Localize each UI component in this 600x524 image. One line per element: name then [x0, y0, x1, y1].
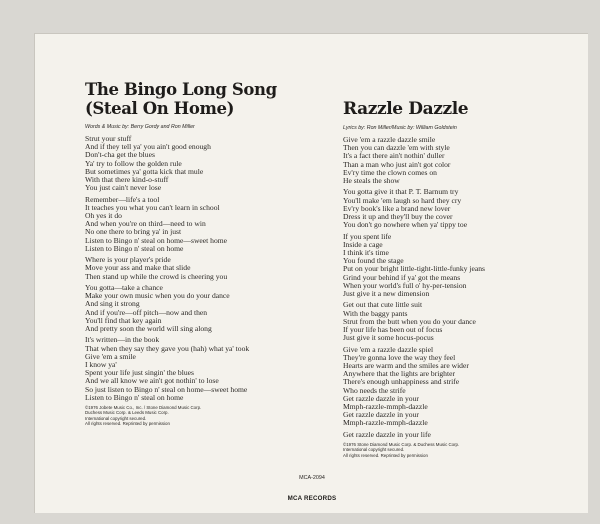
- stanza: [85, 336, 325, 402]
- lyric-line: Mmph-razzle-mmph-dazzle: [343, 418, 428, 428]
- lyrics: [85, 135, 325, 402]
- lyric-line: Move your ass and make that slide: [85, 263, 191, 273]
- song-title-line-1: Razzle Dazzle: [343, 99, 469, 119]
- lyric-line: You'll find that key again: [85, 315, 162, 325]
- lyric-line: If you spent life: [343, 231, 392, 241]
- lyric-line: It's a fact there ain't nothin' duller: [343, 151, 445, 161]
- lyric-line: Get razzle dazzle in your life: [343, 429, 431, 439]
- lyric-line: There's enough unhappiness and strife: [343, 377, 460, 387]
- lyric-line: Just give it a new dimension: [343, 289, 430, 299]
- stanza: [343, 346, 563, 428]
- lyric-line: With that there kind-o-stuff: [85, 175, 169, 185]
- song-title-line-2: (Steal On Home): [85, 99, 235, 118]
- lyric-line: Strut from the butt when you do your dance: [343, 316, 476, 326]
- lyric-line: You found the stage: [343, 256, 404, 266]
- lyric-line: You gotta—take a chance: [85, 283, 163, 293]
- lyric-line: Then you can dazzle 'em with style: [343, 143, 450, 153]
- lyric-line: Listen to Bingo n' steal on home: [85, 392, 184, 402]
- lyric-line: If your life has been out of focus: [343, 325, 443, 335]
- song-credits: Words & Music by: Berry Gordy and Ron Miller: [85, 124, 195, 130]
- lyric-line: They're gonna love the way they feel: [343, 352, 456, 362]
- lyric-line: Give 'em a razzle dazzle spiel: [343, 344, 434, 354]
- lyric-line: Anywhere that the lights are brighter: [343, 369, 455, 379]
- lyric-line: And sing it strong: [85, 299, 140, 309]
- lyric-line: And when you're on third—need to win: [85, 219, 206, 229]
- stanza: [85, 135, 325, 192]
- lyric-line: Put on your bright little-tight-little-funky jeans: [343, 264, 485, 274]
- lyric-line: It's written—in the book: [85, 335, 160, 345]
- lyric-line: Get razzle dazzle in your: [343, 393, 419, 403]
- copyright-notice: [85, 405, 325, 426]
- copyright-line: ©1976 Stone Diamond Music Corp. & Duchess Music Corp.: [343, 442, 460, 448]
- copyright-line: International copyright secured.: [85, 415, 147, 421]
- lyric-line: So just listen to Bingo n' steal on home—sweet home: [85, 384, 248, 394]
- lyric-line: Than a man who just ain't got color: [343, 159, 451, 169]
- stanza: [343, 136, 563, 185]
- lyric-line: It teaches you what you can't learn in school: [85, 202, 220, 212]
- copyright-line: All rights reserved. Reprinted by permission: [343, 452, 428, 458]
- lyric-line: Don't-cha get the blues: [85, 150, 155, 160]
- catalog-number: MCA-2094: [299, 475, 325, 481]
- record-label-logo: MCA RECORDS: [287, 495, 337, 502]
- stanza: [343, 431, 563, 439]
- song-bingo-long: [85, 80, 325, 426]
- lyric-line: No one there to bring ya' in just: [85, 227, 182, 237]
- lyric-line: Ev'ry book's like a brand new lover: [343, 203, 451, 213]
- lyric-line: Hearts are warm and the smiles are wider: [343, 361, 469, 371]
- copyright-notice: [343, 442, 563, 458]
- song-title: [85, 80, 325, 118]
- lyric-line: Get razzle dazzle in your: [343, 410, 419, 420]
- lyric-line: When your world's full o' hy-per-tension: [343, 280, 467, 290]
- lyric-line: You'll make 'em laugh so hard they cry: [343, 195, 462, 205]
- lyric-line: He steals the show: [343, 176, 400, 186]
- lyric-line: Mmph-razzle-mmph-dazzle: [343, 402, 428, 412]
- lyric-line: Strut your stuff: [85, 134, 132, 143]
- lyric-line: Get out that cute little suit: [343, 300, 423, 310]
- lyrics: [343, 136, 563, 439]
- lyric-line: With the baggy pants: [343, 308, 408, 318]
- copyright-line: All rights reserved. Reprinted by permission: [85, 420, 170, 426]
- song-razzle-dazzle: [343, 100, 563, 458]
- lyric-line: That when they say they gave you (hah) what ya' took: [85, 343, 250, 353]
- copyright-line: International copyright secured.: [343, 447, 405, 453]
- stanza: [85, 284, 325, 333]
- lyric-line: Spent your life just singin' the blues: [85, 368, 194, 378]
- lyric-line: Where is your player's pride: [85, 255, 171, 265]
- stanza: [343, 188, 563, 229]
- lyric-line: I think it's time: [343, 248, 389, 258]
- song-title-line-1: The Bingo Long Song: [85, 80, 277, 99]
- stanza: [85, 256, 325, 281]
- song-credits: Lyrics by: Ron Miller/Music by: William Goldstein: [343, 125, 457, 131]
- lyric-line: Listen to Bingo n' steal on home—sweet home: [85, 235, 228, 245]
- lyric-line: Inside a cage: [343, 239, 383, 249]
- song-title: [343, 100, 563, 119]
- lyric-line: Give 'em a razzle dazzle smile: [343, 135, 436, 144]
- lyric-line: Just give it some hocus-pocus: [343, 333, 434, 343]
- lyric-line: Then stand up while the crowd is cheering you: [85, 271, 228, 281]
- lyric-line: And if they tell ya' you ain't good enough: [85, 142, 211, 152]
- stanza: [85, 196, 325, 253]
- stanza: [343, 233, 563, 299]
- lyric-line: Give 'em a smile: [85, 351, 136, 361]
- lyric-line: Grind your behind if ya' got the means: [343, 272, 461, 282]
- lyric-line: Ev'ry time the clown comes on: [343, 167, 437, 177]
- stanza: [343, 301, 563, 342]
- lyric-line: You don't go nowhere when ya' tippy toe: [343, 220, 468, 230]
- lyric-line: Make your own music when you do your dance: [85, 291, 230, 301]
- lyric-line: You gotta give it that P. T. Barnum try: [343, 187, 459, 197]
- copyright-line: Duchess Music Corp. & Leeds Music Corp.: [85, 410, 169, 416]
- lyric-line: Dress it up and they'll buy the cover: [343, 212, 453, 222]
- lyric-line: And pretty soon the world will sing along: [85, 324, 212, 334]
- lyric-line: And if you're—off pitch—now and then: [85, 307, 208, 317]
- lyric-line: You just cain't never lose: [85, 183, 162, 193]
- lyric-sheet: [34, 33, 588, 513]
- lyric-line: Oh yes it do: [85, 211, 122, 221]
- lyric-line: I know ya': [85, 360, 117, 370]
- lyric-line: But sometimes ya' gotta kick that mule: [85, 166, 204, 176]
- lyric-line: Ya' try to follow the golden rule: [85, 158, 182, 168]
- lyric-line: Remember—life's a tool: [85, 194, 160, 204]
- lyric-line: Who needs the strife: [343, 385, 406, 395]
- lyric-line: And we all know we ain't got nothin' to lose: [85, 376, 219, 386]
- copyright-line: ©1976 Jobete Music Co., Inc. / Stone Diamond Music Corp.: [85, 405, 202, 411]
- lyric-line: Listen to Bingo n' steal on home: [85, 243, 184, 253]
